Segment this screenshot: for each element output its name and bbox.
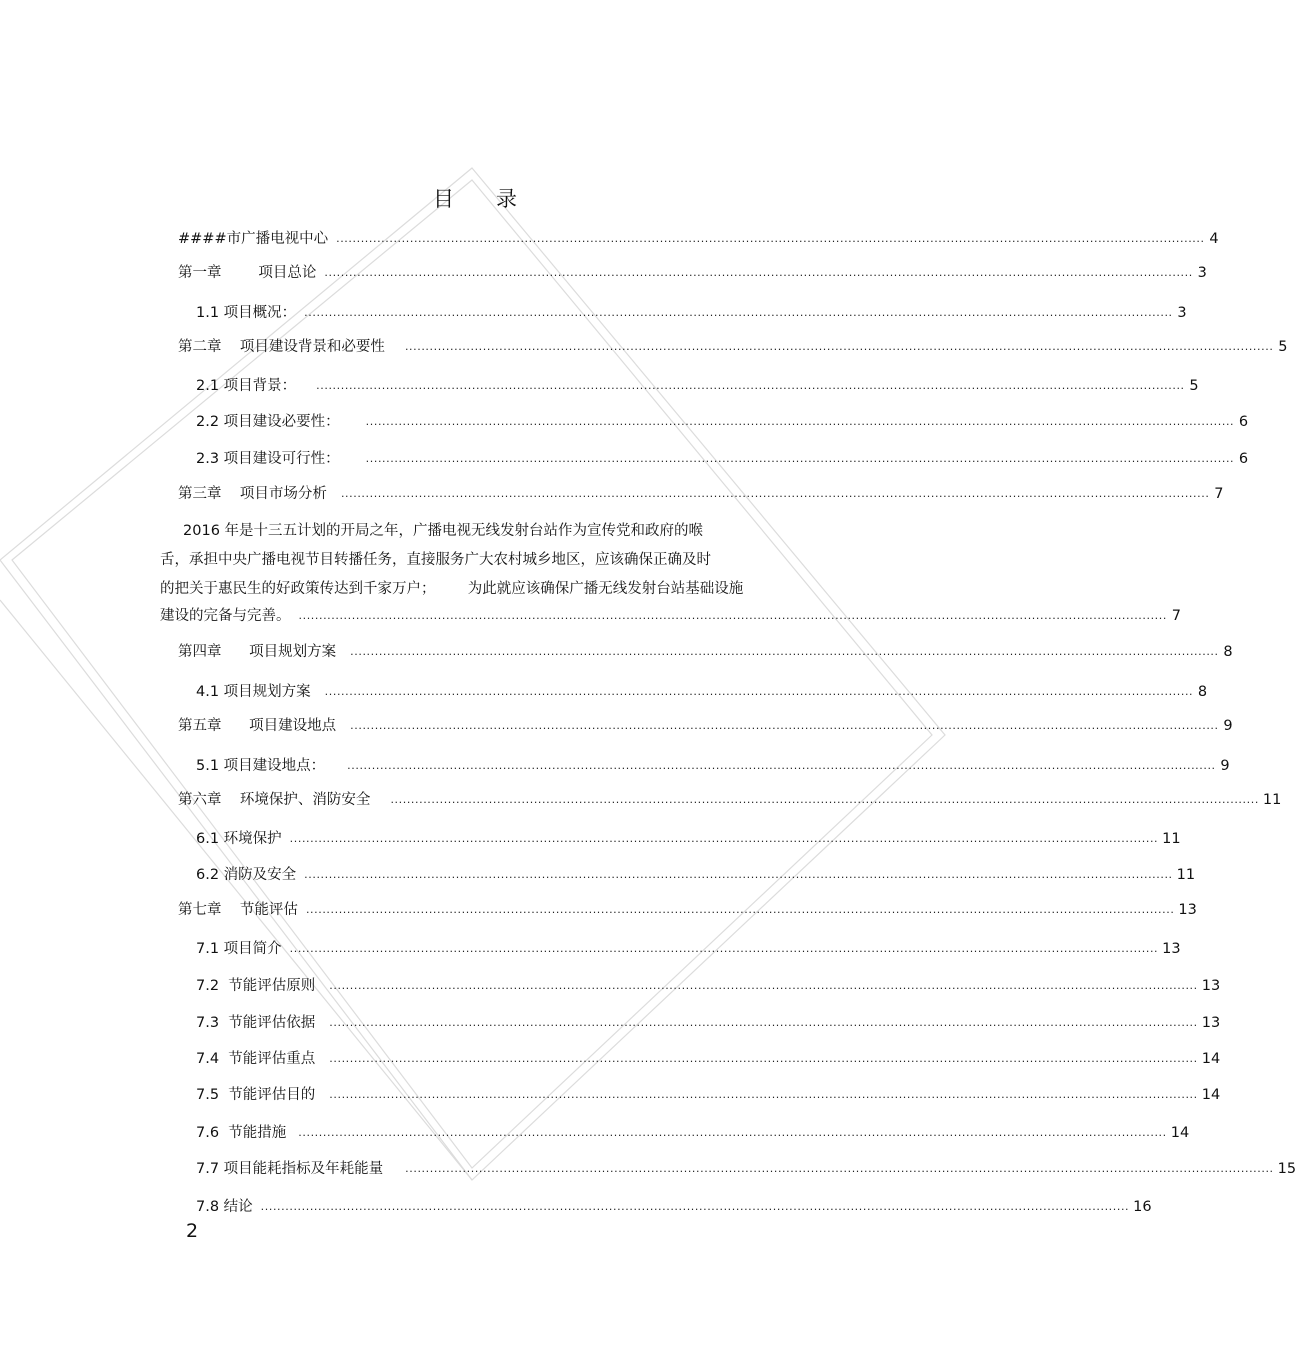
toc-entry-label: 6.1 环境保护 bbox=[196, 831, 282, 847]
toc-entry[interactable] bbox=[196, 830, 1181, 849]
toc-entry-label: 2.2 项目建设必要性： bbox=[196, 414, 340, 430]
toc-entry[interactable] bbox=[178, 338, 1288, 357]
toc-entry-label: 2.1 项目背景： bbox=[196, 378, 297, 394]
toc-entry-label: 4.1 项目规划方案 bbox=[196, 684, 311, 700]
paragraph-line: 建设的完备与完善。 bbox=[160, 608, 291, 624]
toc-entry[interactable] bbox=[196, 1086, 1221, 1105]
toc-entry-label: 7.4 节能评估重点 bbox=[196, 1051, 316, 1067]
toc-entry[interactable] bbox=[196, 1124, 1190, 1143]
dot-leader: .................................................................................................................................................................................................................... bbox=[365, 415, 1235, 428]
toc-entry-page: 13 bbox=[1162, 941, 1181, 957]
toc-entry-page: 13 bbox=[1201, 1015, 1221, 1031]
toc-entry-label: 7.7 项目能耗指标及年耗能量 bbox=[196, 1161, 384, 1177]
toc-entry[interactable] bbox=[196, 1050, 1221, 1069]
toc-entry-page: 6 bbox=[1238, 414, 1249, 430]
toc-entry[interactable] bbox=[178, 643, 1233, 662]
dot-leader: .................................................................................................................................................................................................................... bbox=[329, 979, 1198, 992]
toc-entry-page: 9 bbox=[1220, 758, 1230, 774]
toc-paragraph-last-line[interactable] bbox=[160, 607, 1181, 626]
toc-entry-page: 14 bbox=[1201, 1087, 1221, 1103]
toc-entry-page: 6 bbox=[1238, 451, 1249, 467]
toc-entry-label: 5.1 项目建设地点： bbox=[196, 758, 326, 774]
toc-entry-page: 5 bbox=[1189, 378, 1199, 394]
toc-entry-label: 第四章 项目规划方案 bbox=[178, 644, 337, 660]
dot-leader: .................................................................................................................................................................................................................... bbox=[336, 232, 1205, 245]
toc-entry-label: 7.1 项目简介 bbox=[196, 941, 282, 957]
toc-title bbox=[0, 183, 950, 213]
toc-entry-page: 4 bbox=[1209, 231, 1219, 247]
toc-entry-page: 11 bbox=[1176, 867, 1196, 883]
toc-entry[interactable] bbox=[178, 901, 1197, 920]
toc-title-part1: 目 bbox=[433, 187, 454, 211]
paragraph-line: 的把关于惠民生的好政策传达到千家万户； 为此就应该确保广播无线发射台站基础设施 bbox=[160, 581, 744, 597]
toc-entry[interactable] bbox=[196, 683, 1208, 702]
toc-entry-label: 第二章 项目建设背景和必要性 bbox=[178, 339, 385, 355]
toc-entry-page: 8 bbox=[1197, 684, 1208, 700]
dot-leader: .................................................................................................................................................................................................................... bbox=[350, 645, 1219, 658]
toc-entry[interactable] bbox=[196, 1160, 1296, 1179]
toc-entry[interactable] bbox=[196, 940, 1181, 959]
toc-entry[interactable] bbox=[196, 377, 1199, 396]
toc-entry-label: 7.2 节能评估原则 bbox=[196, 978, 316, 994]
toc-entry-page: 5 bbox=[1278, 339, 1288, 355]
dot-leader: .................................................................................................................................................................................................................... bbox=[298, 609, 1167, 622]
toc-title-part2: 录 bbox=[496, 187, 517, 211]
dot-leader: .................................................................................................................................................................................................................... bbox=[329, 1052, 1198, 1065]
toc-entry[interactable] bbox=[196, 757, 1230, 776]
toc-entry-label: 第三章 项目市场分析 bbox=[178, 486, 327, 502]
dot-leader: .................................................................................................................................................................................................................... bbox=[329, 1088, 1198, 1101]
dot-leader: .................................................................................................................................................................................................................... bbox=[260, 1200, 1130, 1213]
toc-entry-label: 第一章 项目总论 bbox=[178, 265, 317, 281]
toc-entry-label: 7.8 结论 bbox=[196, 1199, 253, 1215]
toc-entry-label: 7.3 节能评估依据 bbox=[196, 1015, 316, 1031]
toc-entry-page: 11 bbox=[1162, 831, 1181, 847]
toc-entry[interactable] bbox=[178, 791, 1282, 810]
dot-leader: .................................................................................................................................................................................................................... bbox=[298, 1126, 1167, 1139]
dot-leader: .................................................................................................................................................................................................................... bbox=[329, 1016, 1198, 1029]
dot-leader: .................................................................................................................................................................................................................... bbox=[305, 903, 1175, 916]
dot-leader: .................................................................................................................................................................................................................... bbox=[289, 832, 1159, 845]
dot-leader: .................................................................................................................................................................................................................... bbox=[350, 719, 1219, 732]
dot-leader: .................................................................................................................................................................................................................... bbox=[340, 487, 1210, 500]
toc-entry[interactable] bbox=[196, 977, 1221, 996]
toc-entry-label: 第五章 项目建设地点 bbox=[178, 718, 337, 734]
toc-entry-page: 14 bbox=[1170, 1125, 1190, 1141]
toc-entry-label: 1.1 项目概况： bbox=[196, 305, 297, 321]
dot-leader: .................................................................................................................................................................................................................... bbox=[289, 942, 1159, 955]
dot-leader: .................................................................................................................................................................................................................... bbox=[304, 306, 1173, 319]
toc-entry[interactable] bbox=[178, 264, 1207, 283]
toc-entry[interactable] bbox=[196, 450, 1249, 469]
toc-entry[interactable] bbox=[178, 485, 1224, 504]
toc-entry-label: ####市广播电视中心 bbox=[178, 231, 329, 247]
toc-entry-page: 7 bbox=[1214, 486, 1224, 502]
toc-entry[interactable] bbox=[196, 304, 1187, 323]
dot-leader: .................................................................................................................................................................................................................... bbox=[347, 759, 1216, 772]
dot-leader: .................................................................................................................................................................................................................... bbox=[405, 1162, 1274, 1175]
dot-leader: .................................................................................................................................................................................................................... bbox=[324, 266, 1193, 279]
toc-entry[interactable] bbox=[178, 717, 1233, 736]
toc-entry-page: 3 bbox=[1177, 305, 1187, 321]
paragraph-line: 舌，承担中央广播电视节目转播任务，直接服务广大农村城乡地区，应该确保正确及时 bbox=[160, 552, 711, 568]
toc-entry-page: 15 bbox=[1277, 1161, 1296, 1177]
toc-entry-label: 第七章 节能评估 bbox=[178, 902, 298, 918]
toc-entry[interactable] bbox=[196, 1014, 1221, 1033]
toc-entry-page: 9 bbox=[1223, 718, 1233, 734]
paragraph-line: 2016 年是十三五计划的开局之年，广播电视无线发射台站作为宣传党和政府的喉 bbox=[160, 523, 704, 539]
toc-entry-label: 7.6 节能措施 bbox=[196, 1125, 287, 1141]
dot-leader: .................................................................................................................................................................................................................... bbox=[324, 685, 1194, 698]
toc-entry-page: 8 bbox=[1223, 644, 1233, 660]
toc-entry[interactable] bbox=[196, 866, 1196, 885]
toc-entry-page: 13 bbox=[1178, 902, 1197, 918]
toc-entry-label: 7.5 节能评估目的 bbox=[196, 1087, 316, 1103]
dot-leader: .................................................................................................................................................................................................................... bbox=[316, 379, 1185, 392]
toc-entry-label: 2.3 项目建设可行性： bbox=[196, 451, 340, 467]
dot-leader: .................................................................................................................................................................................................................... bbox=[304, 868, 1173, 881]
page-number: 2 bbox=[186, 1220, 199, 1242]
toc-paragraph-entry[interactable] bbox=[160, 517, 820, 604]
toc-entry-page: 13 bbox=[1201, 978, 1221, 994]
dot-leader: .................................................................................................................................................................................................................... bbox=[390, 793, 1259, 806]
toc-entry[interactable] bbox=[196, 1198, 1152, 1217]
toc-entry-page: 14 bbox=[1201, 1051, 1221, 1067]
toc-entry-page: 11 bbox=[1262, 792, 1282, 808]
toc-entry[interactable] bbox=[178, 230, 1219, 249]
toc-entry-label: 6.2 消防及安全 bbox=[196, 867, 297, 883]
dot-leader: .................................................................................................................................................................................................................... bbox=[365, 452, 1235, 465]
toc-entry-page: 16 bbox=[1133, 1199, 1152, 1215]
dot-leader: .................................................................................................................................................................................................................... bbox=[404, 340, 1274, 353]
toc-entry-label: 第六章 环境保护、消防安全 bbox=[178, 792, 371, 808]
toc-entry-page: 7 bbox=[1171, 608, 1181, 624]
toc-entry-page: 3 bbox=[1197, 265, 1207, 281]
toc-entry[interactable] bbox=[196, 413, 1249, 432]
